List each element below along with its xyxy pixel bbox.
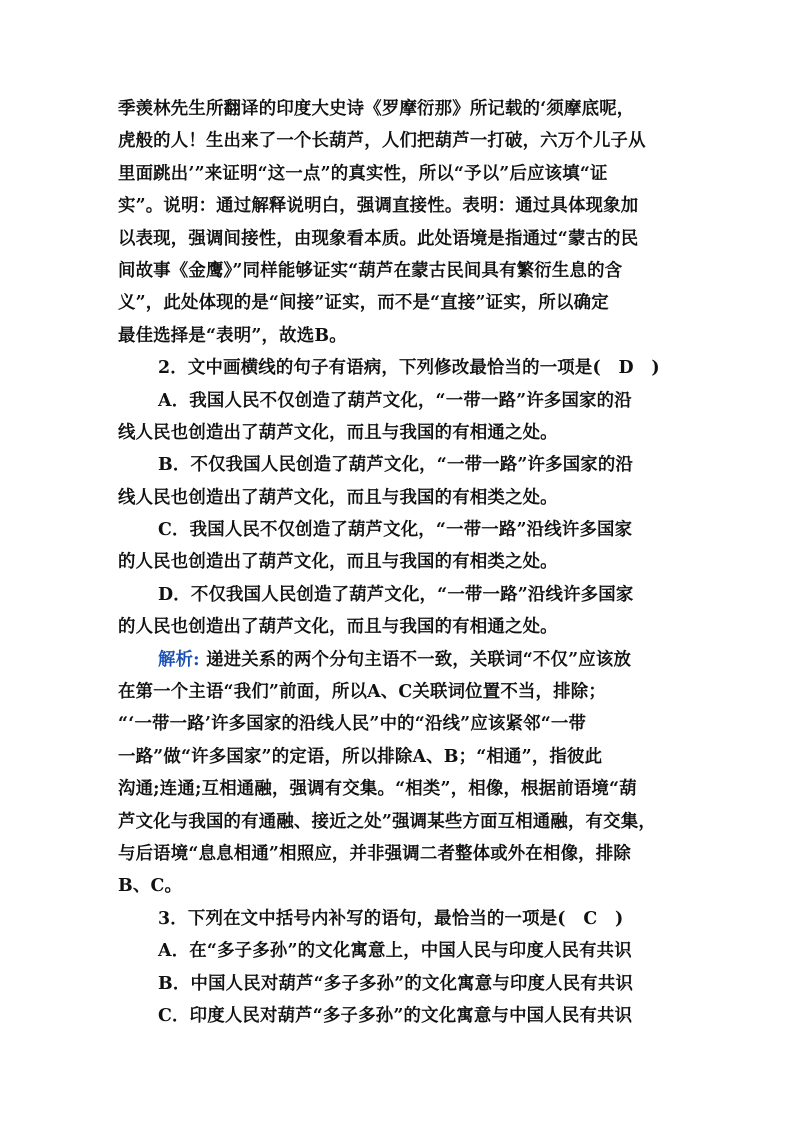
option-c-line-2: 的人民也创造出了葫芦文化，而且与我国的有相类之处。 [118, 552, 558, 573]
text-line: 虎般的人！生出来了一个长葫芦，人们把葫芦一打破，六万个儿子从 [118, 131, 646, 152]
analysis-line: 芦文化与我国的有通融、接近之处”强调某些方面互相通融，有交集， [118, 811, 656, 832]
analysis-line: 与后语境“息息相通”相照应，并非强调二者整体或外在相像，排除 [118, 843, 631, 864]
analysis-first-line [118, 644, 678, 676]
question-3-option-b: B．中国人民对葫芦“多子多孙”的文化寓意与印度人民有共识 [158, 973, 634, 994]
text-line: 最佳选择是“表明”，故选B。 [118, 325, 347, 346]
text-line: 义”，此处体现的是“间接”证实，而不是“直接”证实，所以确定 [118, 293, 609, 314]
question-3-stem: 3．下列在文中括号内补写的语句，最恰当的一项是( C ) [158, 908, 624, 929]
option-d-line-2: 的人民也创造出了葫芦文化，而且与我国的有相通之处。 [118, 617, 558, 638]
option-b-line-1: B．不仅我国人民创造了葫芦文化，“一带一路”许多国家的沿 [158, 455, 634, 476]
text-line: 里面跳出’”来证明“这一点”的真实性，所以“予以”后应该填“证 [118, 163, 608, 184]
text-line: 季羡林先生所翻译的印度大史诗《罗摩衍那》所记载的‘须摩底呢， [118, 99, 635, 119]
question-3-option-c: C．印度人民对葫芦“多子多孙”的文化寓意与中国人民有共识 [158, 1005, 633, 1026]
analysis-line: 一路”做“许多国家”的定语，所以排除A、B；“相通”，指彼此 [118, 746, 603, 767]
question-2-stem: 2．文中画横线的句子有语病，下列修改最恰当的一项是( D ) [158, 358, 660, 379]
analysis-line: B、C。 [118, 876, 183, 897]
option-a-line-2: 线人民也创造出了葫芦文化，而且与我国的有相通之处。 [118, 422, 558, 443]
question-3-option-a: A．在“多子多孙”的文化寓意上，中国人民与印度人民有共识 [158, 941, 632, 962]
option-b-line-2: 线人民也创造出了葫芦文化，而且与我国的有相类之处。 [118, 487, 558, 508]
analysis-label: 解析: [158, 649, 200, 670]
text-line: 以表现，强调间接性，由现象看本质。此处语境是指通过“蒙古的民 [118, 228, 639, 249]
option-d-line-1: D．不仅我国人民创造了葫芦文化，“一带一路”沿线许多国家 [158, 584, 634, 605]
text-line: 实”。说明：通过解释说明白，强调直接性。表明：通过具体现象加 [118, 196, 639, 217]
option-c-line-1: C．我国人民不仅创造了葫芦文化，“一带一路”沿线许多国家 [158, 520, 633, 541]
document-page [118, 93, 678, 1032]
analysis-text: 递进关系的两个分句主语不一致，关联词“不仅”应该放 [199, 649, 632, 670]
analysis-line: 在第一个主语“我们”前面，所以A、C关联词位置不当，排除； [118, 682, 606, 703]
text-line: 间故事《金鹰》”同样能够证实“葫芦在蒙古民间具有繁衍生息的含 [118, 260, 623, 281]
option-a-line-1: A．我国人民不仅创造了葫芦文化，“一带一路”许多国家的沿 [158, 390, 632, 411]
analysis-line: “‘一带一路’许多国家的沿线人民”中的“沿线”应该紧邻“一带 [118, 714, 587, 735]
analysis-line: 沟通;连通;互相通融，强调有交集。“相类”，相像，根据前语境“葫 [118, 779, 637, 800]
